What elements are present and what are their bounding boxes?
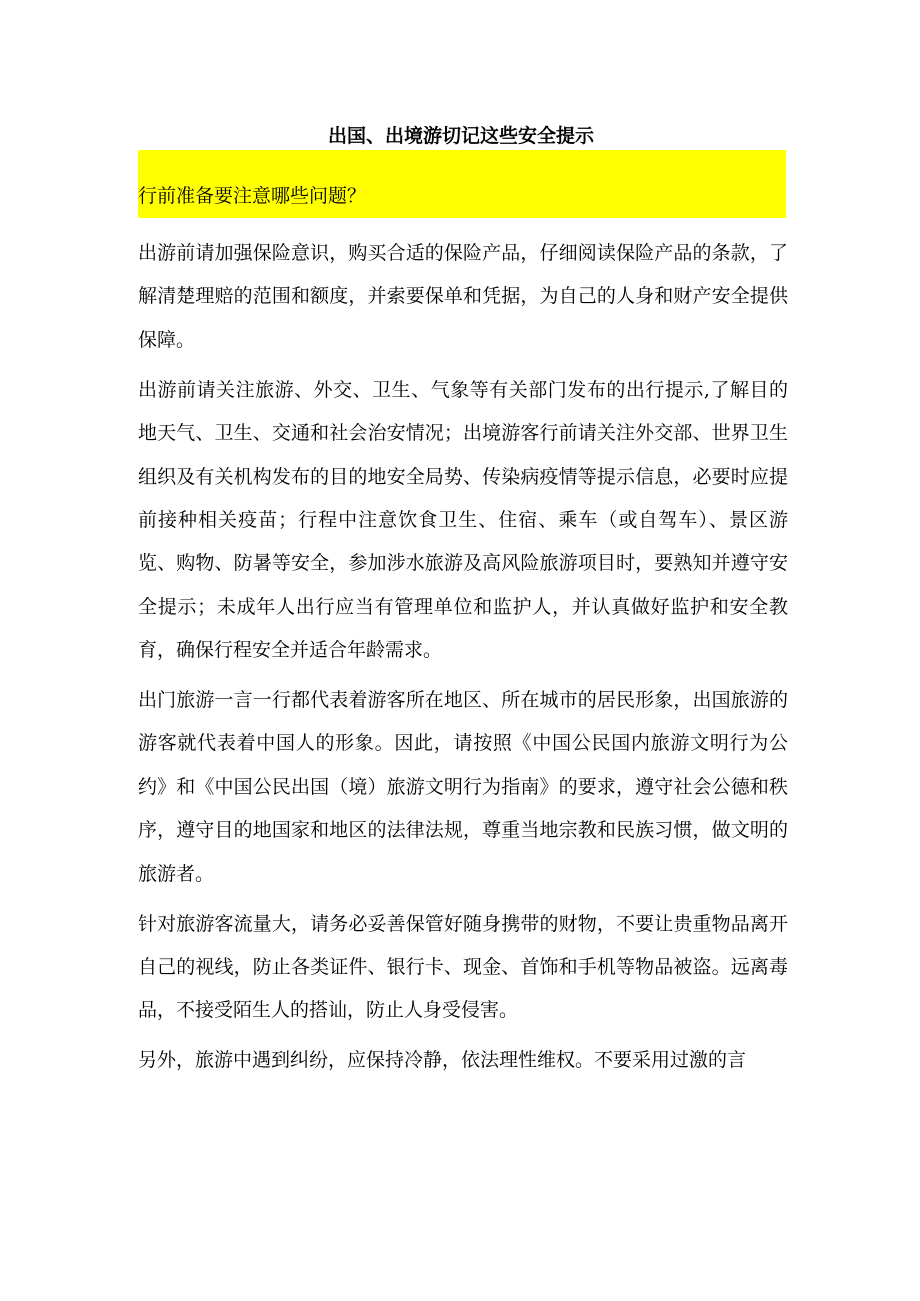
paragraph-travel-advisories: 出游前请关注旅游、外交、卫生、气象等有关部门发布的出行提示,了解目的地天气、卫生、交通和社会治安情况；出境游客行前请关注外交部、世界卫生组织及有关机构发布的目的地安全局势、传染病疫情等提示信息，必要时应提前接种相关疫苗；行程中注意饮食卫生、住宿、乘车（或自驾车）、景区游览、购物、防暑等安全，参加涉水旅游及高风险旅游项目时，要熟知并遵守安全提示；未成年人出行应当有管理单位和监护人，并认真做好监护和安全教育，确保行程安全并适合年龄需求。 bbox=[138, 378, 788, 662]
section-heading: 行前准备要注意哪些问题？ bbox=[138, 185, 367, 207]
paragraph-insurance: 出游前请加强保险意识，购买合适的保险产品，仔细阅读保险产品的条款，了解清楚理赔的范围和额度，并索要保单和凭据，为自己的人身和财产安全提供保障。 bbox=[138, 242, 788, 351]
paragraph-disputes: 另外，旅游中遇到纠纷，应保持冷静，依法理性维权。不要采用过激的言 bbox=[138, 1049, 747, 1072]
highlighted-section-heading bbox=[138, 150, 786, 218]
paragraph-belongings-safety: 针对旅游客流量大，请务必妥善保管好随身携带的财物，不要让贵重物品离开自己的视线，防止各类证件、银行卡、现金、首饰和手机等物品被盗。远离毒品，不接受陌生人的搭讪，防止人身受侵害。 bbox=[138, 912, 788, 1022]
paragraph-civilized-travel: 出门旅游一言一行都代表着游客所在地区、所在城市的居民形象，出国旅游的游客就代表着中国人的形象。因此，请按照《中国公民国内旅游文明行为公约》和《中国公民出国（境）旅游文明行为指南》的要求，遵守社会公德和秩序，遵守目的地国家和地区的法律法规，尊重当地宗教和民族习惯，做文明的旅游者。 bbox=[138, 689, 788, 885]
document-title: 出国、出境游切记这些安全提示 bbox=[327, 125, 594, 147]
document-body bbox=[138, 232, 788, 1089]
